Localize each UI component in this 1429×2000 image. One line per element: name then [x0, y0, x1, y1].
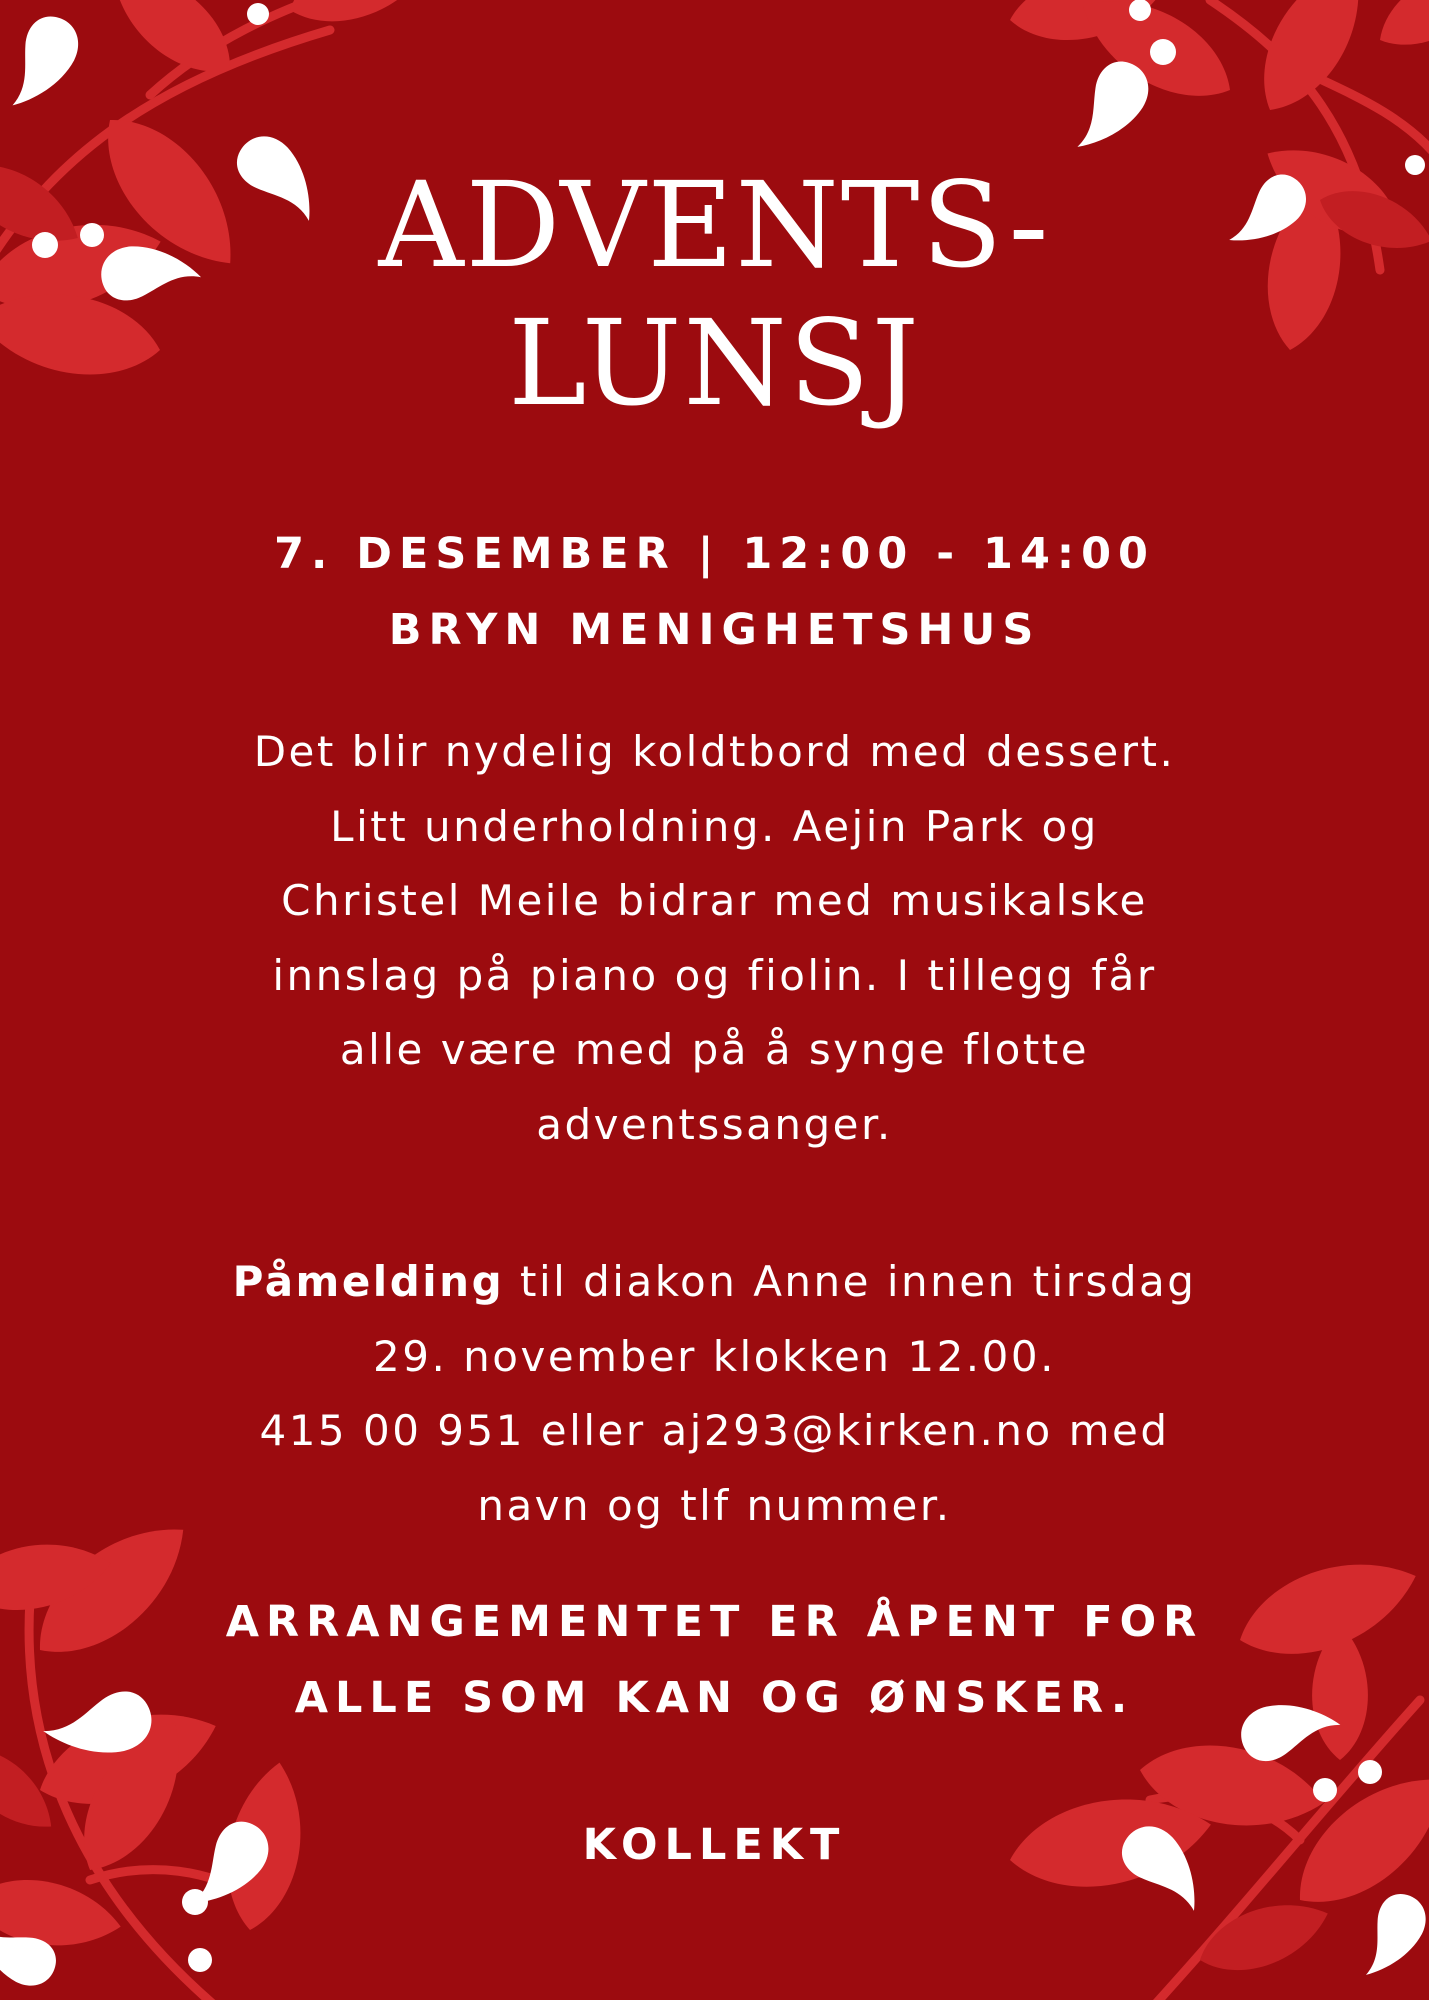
signup-line-4: navn og tlf nummer.	[477, 1480, 952, 1530]
title-line-1: ADVENTS-	[378, 156, 1051, 294]
signup-line-2: 29. november klokken 12.00.	[373, 1331, 1056, 1381]
snowflake-star-icon-red-right	[1342, 1317, 1422, 1397]
leaf-branch-bottom-left	[0, 1500, 314, 2000]
snowflake-star-icon-top	[551, 56, 655, 160]
snowflake-star-icon-right	[1330, 680, 1429, 796]
event-date-time: 7. DESEMBER | 12:00 - 14:00	[274, 529, 1155, 579]
signup-line-1-rest: til diakon Anne innen tirsdag	[504, 1257, 1197, 1306]
collection-label: KOLLEKT	[582, 1820, 847, 1870]
description-line: alle være med på å synge flotte	[339, 1025, 1090, 1074]
open-notice-line-2: ALLE SOM KAN OG ØNSKER.	[294, 1673, 1135, 1723]
description-line: Christel Meile bidrar med musikalske	[281, 876, 1148, 925]
description-line: adventssanger.	[536, 1099, 893, 1149]
snowflake-star-icon-left	[0, 1104, 112, 1232]
open-notice-line-1: ARRANGEMENTET ER ÅPENT FOR	[225, 1597, 1204, 1647]
description-line: Det blir nydelig koldtbord med dessert.	[253, 727, 1176, 776]
title-line-2: LUNSJ	[508, 294, 921, 432]
event-venue: BRYN MENIGHETSHUS	[388, 605, 1041, 655]
signup-bold-word: Påmelding	[232, 1257, 505, 1306]
signup-line-3: 415 00 951 eller aj293@kirken.no med	[259, 1406, 1170, 1455]
signup-line-1	[110, 1245, 1319, 1320]
description-line: innslag på piano og fiolin. I tillegg får	[272, 950, 1157, 1000]
event-description	[110, 715, 1319, 1162]
description-line: Litt underholdning. Aejin Park og	[330, 801, 1099, 851]
signup-info	[110, 1245, 1319, 1543]
